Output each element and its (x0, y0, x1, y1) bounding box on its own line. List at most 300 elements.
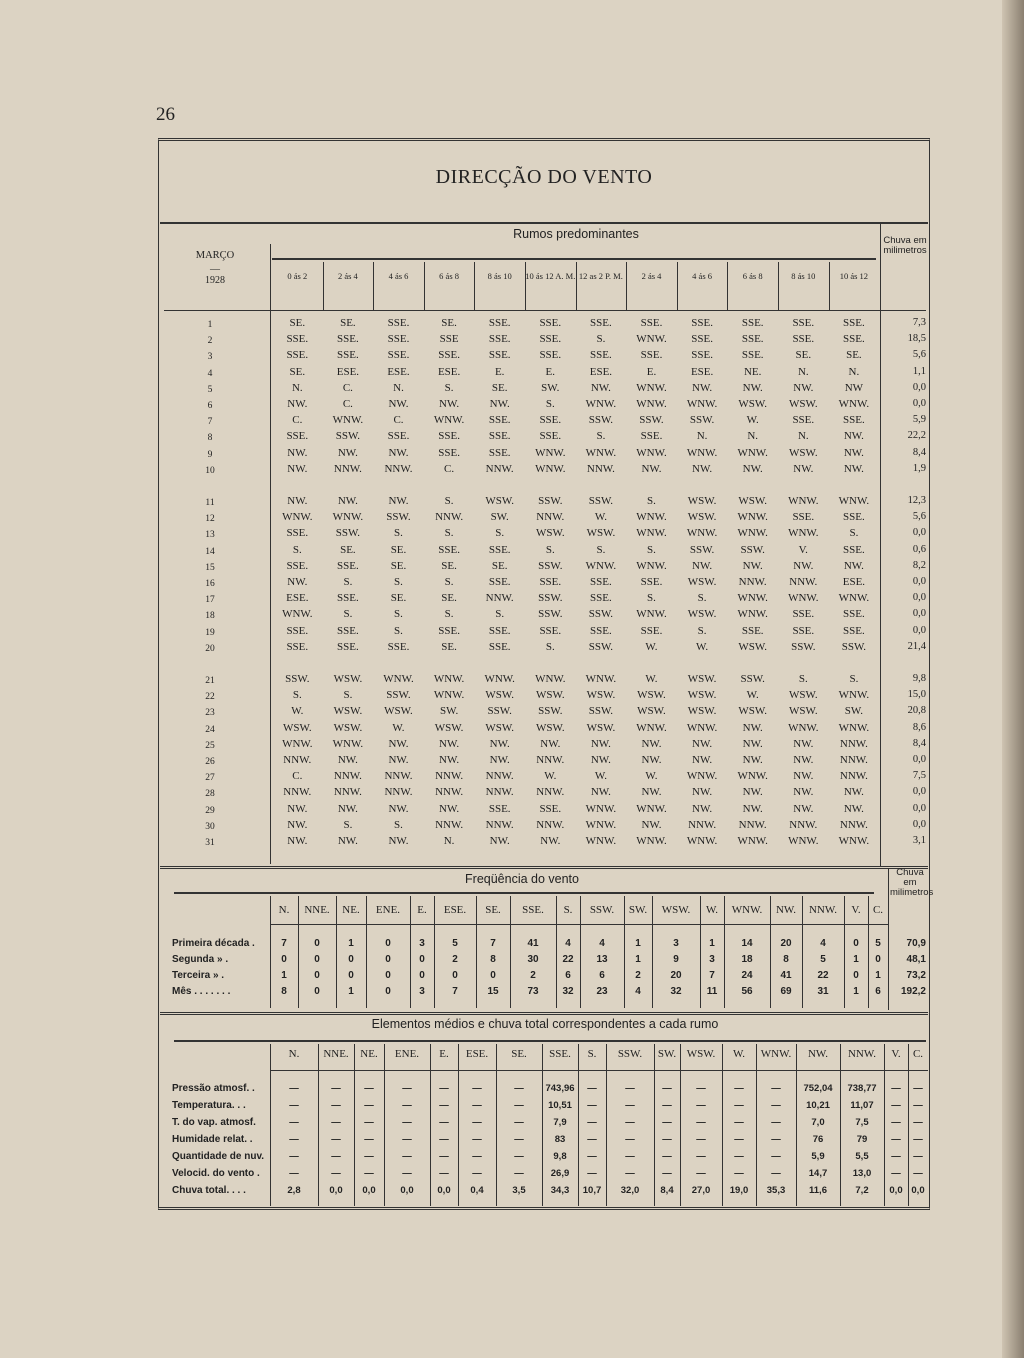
freq-cell: 1 (348, 986, 354, 997)
direction-cell: WNW. (737, 511, 768, 524)
period-header: 0 ás 2 (287, 271, 308, 281)
elem-cell: 11,6 (809, 1185, 827, 1196)
direction-cell: NW. (641, 462, 662, 475)
day-number: 9 (207, 449, 213, 460)
direction-cell: WNW. (433, 673, 465, 685)
direction-cell: SSE. (438, 349, 460, 362)
elem-cell: — (913, 1168, 923, 1179)
direction-cell: W. (746, 414, 759, 427)
direction-cell: WNW. (383, 673, 414, 685)
direction-cell: SE. (441, 592, 457, 605)
direction-cell: NNW. (536, 786, 565, 799)
direction-cell: NNW. (485, 770, 514, 783)
elem-cell: 26,9 (550, 1168, 570, 1179)
direction-cell: SSW. (538, 592, 563, 605)
freq-column-header: ENE. (375, 904, 401, 916)
direction-cell: NW. (590, 754, 611, 766)
direction-cell: W. (645, 770, 658, 783)
direction-cell: SSE. (286, 559, 309, 572)
direction-cell: SE. (289, 317, 306, 329)
direction-cell: SSE. (843, 511, 865, 524)
rain-cell: 9,8 (912, 673, 926, 684)
direction-cell: SSE. (792, 624, 815, 637)
elem-column-header: NW. (807, 1048, 829, 1060)
direction-cell: SE. (846, 349, 862, 362)
direction-cell: SSE. (337, 333, 359, 346)
elem-cell: 752,04 (803, 1083, 833, 1094)
direction-cell: N. (797, 365, 809, 378)
direction-cell: WNW. (686, 835, 718, 847)
direction-cell: SSE. (691, 333, 713, 346)
elem-cell: — (696, 1151, 706, 1162)
direction-cell: NW. (843, 430, 864, 443)
freq-cell: 0 (281, 954, 287, 965)
direction-cell: WNW. (585, 398, 617, 410)
elements-title: Elementos médios e chuva total correspondentes a cada rumo (371, 1017, 719, 1031)
col-rule (829, 262, 830, 310)
direction-cell: NW. (287, 462, 308, 475)
col-rule (474, 262, 475, 310)
day-number: 14 (205, 546, 215, 557)
day-number: 24 (205, 724, 215, 735)
direction-cell: WNW. (433, 689, 465, 702)
period-header: 12 as 2 P. M. (578, 271, 623, 281)
elem-cell: — (289, 1100, 299, 1111)
elem-cell: — (587, 1168, 597, 1179)
freq-cell: 6 (565, 970, 571, 981)
period-header: 4 ás 6 (388, 271, 409, 281)
elem-cell: — (331, 1117, 341, 1128)
direction-cell: NW. (388, 754, 409, 766)
direction-cell: NW. (337, 835, 358, 847)
direction-cell: SW. (439, 705, 459, 718)
direction-cell: NW. (641, 754, 662, 766)
direction-cell: WNW. (585, 673, 617, 685)
freq-cell: 5 (875, 938, 881, 949)
direction-cell: NW (844, 381, 864, 394)
day-number: 4 (207, 368, 213, 379)
direction-cell: SSE. (590, 349, 612, 362)
elem-cell: — (514, 1151, 524, 1162)
direction-cell: SSW. (588, 608, 614, 621)
direction-cell: WSW. (586, 527, 616, 540)
direction-cell: WNW. (788, 495, 819, 507)
direction-cell: NW. (793, 462, 814, 475)
direction-cell: SE. (390, 543, 407, 556)
elem-cell: 11,07 (850, 1100, 874, 1111)
elem-cell: — (587, 1134, 597, 1145)
direction-cell: WNW. (737, 527, 768, 540)
direction-cell: SSE. (792, 511, 815, 524)
elem-cell: — (439, 1117, 449, 1128)
freq-header-rule (270, 924, 888, 925)
direction-cell: SSE. (843, 608, 865, 621)
rain-cell: 20,8 (907, 705, 926, 717)
section-rule-1 (160, 866, 928, 869)
elem-cell: 0,0 (911, 1185, 925, 1196)
day-number: 10 (205, 465, 215, 476)
direction-cell: N. (393, 381, 404, 394)
direction-cell: WSW. (687, 511, 717, 524)
elem-row-label: Chuva total. . . . (172, 1185, 246, 1196)
elem-cell: — (439, 1151, 449, 1162)
direction-cell: NW. (388, 446, 409, 459)
elem-cell: — (696, 1100, 706, 1111)
direction-cell: SSE. (387, 317, 410, 329)
freq-rain-cell: 192,2 (900, 986, 926, 997)
direction-cell: S. (545, 398, 555, 410)
direction-cell: N. (443, 835, 455, 847)
direction-cell: SSE. (387, 349, 410, 362)
elem-cell: — (625, 1168, 635, 1179)
freq-column-header: NE. (342, 904, 360, 916)
section-rule-2 (160, 1012, 928, 1015)
direction-cell: NNW. (485, 818, 514, 831)
direction-cell: WSW. (738, 640, 767, 653)
elem-cell: — (402, 1083, 412, 1094)
direction-cell: W. (696, 640, 709, 653)
group-header: Rumos predominantes (513, 227, 639, 241)
elem-cell: — (587, 1117, 597, 1128)
elem-cell: — (891, 1117, 901, 1128)
direction-cell: NNW. (536, 511, 565, 524)
direction-cell: SSE. (741, 624, 764, 637)
direction-cell: NW. (793, 802, 814, 815)
elem-cell: 83 (554, 1134, 566, 1145)
direction-cell: WSW. (485, 495, 514, 507)
direction-cell: SSW. (538, 495, 563, 507)
direction-cell: WSW. (535, 527, 565, 540)
rain-cell: 18,5 (907, 333, 926, 345)
elem-cell: 8,4 (660, 1185, 674, 1196)
elem-cell: — (625, 1083, 635, 1094)
direction-cell: WSW. (788, 705, 818, 718)
direction-cell: NNW. (839, 818, 868, 831)
direction-cell: NNW. (839, 737, 868, 750)
elem-cell: — (402, 1117, 412, 1128)
freq-cell: 3 (419, 986, 425, 997)
elem-cell: 0,0 (437, 1185, 451, 1196)
freq-cell: 20 (780, 938, 792, 949)
freq-cell: 11 (706, 986, 718, 997)
direction-cell: WNW. (282, 608, 313, 621)
direction-cell: SE. (795, 349, 812, 362)
direction-cell: NNW. (485, 786, 514, 799)
elem-cell: — (625, 1117, 635, 1128)
freq-cell: 73 (527, 986, 539, 997)
direction-cell: NW. (742, 381, 763, 394)
elem-cell: — (662, 1134, 672, 1145)
elem-cell: — (364, 1100, 374, 1111)
elem-row-label: Quantidade de nuv. (172, 1151, 265, 1162)
direction-cell: NNW. (283, 754, 312, 766)
freq-cell: 0 (314, 954, 320, 965)
direction-cell: W. (645, 673, 658, 685)
rain-cell: 8,4 (912, 737, 926, 749)
direction-cell: NW. (692, 381, 713, 394)
direction-cell: SSE. (539, 349, 562, 362)
elem-cell: 7,5 (855, 1117, 869, 1128)
direction-cell: WNW. (636, 835, 667, 847)
elem-cell: — (734, 1083, 744, 1094)
direction-cell: NW. (793, 754, 814, 766)
direction-cell: ESE. (842, 576, 866, 588)
direction-cell: SSE. (488, 802, 511, 815)
freq-cell: 1 (635, 954, 641, 965)
direction-cell: WNW. (838, 689, 870, 702)
freq-cell: 31 (817, 986, 829, 997)
freq-cell: 0 (853, 938, 859, 949)
direction-cell: WNW. (838, 495, 870, 507)
direction-cell: S. (394, 624, 403, 637)
elem-cell: — (514, 1134, 524, 1145)
direction-cell: C. (342, 398, 353, 410)
direction-cell: NW. (540, 835, 561, 847)
freq-cell: 0 (348, 970, 354, 981)
elem-cell: — (514, 1168, 524, 1179)
direction-cell: SSE. (488, 446, 511, 459)
direction-cell: S. (343, 818, 353, 831)
elem-cell: — (472, 1083, 482, 1094)
direction-cell: WNW. (535, 446, 566, 459)
direction-cell: WSW. (586, 689, 616, 702)
elem-column-header: SE. (511, 1048, 527, 1060)
direction-cell: WNW. (788, 721, 819, 734)
direction-cell: NW. (540, 737, 561, 750)
freq-cell: 0 (419, 954, 425, 965)
elem-cell: 7,0 (811, 1117, 825, 1128)
rain-cell: 5,9 (912, 414, 926, 426)
direction-cell: WNW. (636, 381, 667, 394)
direction-cell: SSW. (285, 673, 310, 685)
freq-cell: 1 (348, 938, 354, 949)
group-rule (272, 258, 876, 260)
direction-cell: SSE. (590, 317, 612, 329)
direction-cell: NW. (287, 446, 308, 459)
direction-cell: SSW. (335, 527, 361, 540)
direction-cell: S. (343, 689, 353, 702)
direction-cell: N. (696, 430, 708, 443)
direction-cell: NW. (692, 786, 713, 799)
direction-cell: SSW. (538, 559, 563, 572)
direction-cell: NW. (439, 754, 460, 766)
direction-cell: SSE. (488, 640, 511, 653)
direction-cell: S. (495, 527, 505, 540)
elem-header-rule (270, 1070, 928, 1071)
elem-cell: — (289, 1134, 299, 1145)
freq-cell: 0 (314, 938, 320, 949)
elem-cell: — (891, 1083, 901, 1094)
direction-cell: NNW. (333, 770, 362, 783)
elem-cell: — (289, 1168, 299, 1179)
freq-column-header: ESE. (443, 904, 467, 916)
day-number: 30 (205, 821, 215, 832)
day-number: 28 (205, 789, 215, 800)
direction-cell: SSE. (792, 317, 815, 329)
freq-rain-cell: 48,1 (906, 954, 926, 965)
direction-cell: SSE. (337, 624, 359, 637)
direction-cell: WNW. (686, 527, 718, 540)
direction-cell: WNW. (636, 527, 667, 540)
freq-column-header: N. (278, 904, 290, 916)
day-number: 22 (205, 692, 215, 703)
elem-cell: 0,0 (889, 1185, 903, 1196)
direction-cell: SSE. (691, 317, 713, 329)
day-number: 3 (207, 352, 213, 363)
freq-cell: 1 (875, 970, 881, 981)
rain-cell: 15,0 (907, 689, 926, 701)
elem-cell: — (587, 1100, 597, 1111)
direction-cell: S. (394, 818, 403, 831)
direction-cell: WNW. (585, 802, 617, 815)
direction-cell: SSE. (539, 576, 562, 588)
direction-cell: WSW. (535, 721, 565, 734)
elem-column-header: NNW. (847, 1048, 876, 1060)
direction-cell: WNW. (636, 559, 667, 572)
direction-cell: NW. (287, 818, 308, 831)
direction-cell: NW. (793, 737, 814, 750)
direction-cell: SSE. (488, 349, 511, 362)
direction-cell: SSW. (588, 640, 614, 653)
elem-cell: — (734, 1168, 744, 1179)
rain-cell: 3,1 (912, 835, 926, 846)
col-rule (626, 262, 627, 310)
direction-cell: ESE. (286, 592, 309, 605)
elem-cell: 14,7 (808, 1168, 828, 1179)
day-number: 18 (205, 611, 215, 622)
elem-cell: — (771, 1117, 781, 1128)
elem-group-rule (174, 1040, 926, 1042)
period-header: 10 ás 12 A. M. (525, 271, 576, 281)
freq-column-header: NNE. (304, 904, 330, 916)
period-header: 10 ás 12 (839, 271, 869, 281)
elem-cell: — (891, 1100, 901, 1111)
direction-cell: SSE. (691, 349, 713, 362)
direction-cell: NNW. (333, 786, 362, 799)
rain-cell: 7,3 (912, 317, 926, 328)
direction-cell: NW. (337, 495, 358, 507)
direction-cell: SSW. (639, 414, 664, 427)
direction-cell: WNW. (332, 511, 364, 524)
direction-cell: SW. (490, 511, 509, 524)
freq-column-header: SSW. (589, 904, 615, 916)
day-number: 31 (205, 838, 215, 848)
period-header: 8 ás 10 (487, 271, 512, 281)
rain-cell: 5,6 (912, 511, 926, 523)
freq-cell: 1 (635, 938, 641, 949)
direction-cell: NW. (742, 559, 763, 572)
direction-cell: WNW. (838, 721, 870, 734)
direction-cell: W. (594, 770, 607, 783)
direction-cell: ESE. (437, 365, 461, 378)
freq-cell: 4 (599, 938, 605, 949)
elem-cell: — (364, 1134, 374, 1145)
direction-cell: E. (494, 365, 505, 378)
month-label: MARÇO (195, 250, 235, 261)
direction-cell: WNW. (636, 333, 667, 346)
direction-cell: S. (343, 576, 353, 588)
elem-row-label: T. do vap. atmosf. (172, 1117, 256, 1128)
direction-cell: NNW. (435, 818, 464, 831)
direction-cell: C. (393, 414, 404, 427)
direction-cell: NW. (742, 802, 763, 815)
direction-cell: SSE. (286, 333, 309, 346)
rain-cell: 21,4 (907, 640, 926, 652)
elem-column-header: WSW. (686, 1048, 716, 1060)
direction-cell: WNW. (535, 673, 566, 685)
direction-cell: WSW. (485, 721, 514, 734)
elem-cell: 738,77 (847, 1083, 877, 1094)
freq-column-header: V. (851, 904, 861, 916)
col-rule (270, 244, 271, 864)
freq-column-header: C. (872, 904, 884, 916)
elem-cell: — (514, 1100, 524, 1111)
day-number: 2 (207, 336, 213, 347)
direction-cell: S. (545, 543, 555, 556)
direction-cell: SW. (844, 705, 864, 718)
direction-cell: WNW. (433, 414, 465, 427)
day-number: 27 (205, 773, 215, 784)
direction-cell: NNW. (283, 786, 312, 799)
freq-column-header: SW. (628, 904, 648, 916)
direction-cell: SSE (439, 333, 459, 346)
direction-cell: SSE. (286, 527, 309, 540)
elem-column-header: NNE. (323, 1048, 349, 1060)
freq-cell: 22 (817, 970, 829, 981)
direction-cell: WNW. (636, 511, 667, 524)
freq-cell: 8 (783, 954, 789, 965)
direction-cell: SSE. (590, 576, 612, 588)
direction-cell: E. (545, 365, 556, 378)
direction-cell: NW. (590, 786, 611, 799)
direction-cell: NW. (489, 398, 510, 410)
direction-cell: SE. (441, 640, 457, 653)
direction-cell: SW. (541, 381, 560, 394)
freq-cell: 18 (741, 954, 753, 965)
direction-cell: SSE. (843, 414, 865, 427)
direction-cell: NW. (590, 737, 611, 750)
elem-row-label: Pressão atmosf. . (172, 1083, 255, 1094)
day-number: 15 (205, 562, 215, 573)
col-rule (727, 262, 728, 310)
direction-cell: NNW. (435, 770, 464, 783)
elem-cell: — (587, 1151, 597, 1162)
direction-cell: WSW. (738, 398, 767, 410)
direction-cell: NNW. (789, 818, 818, 831)
direction-cell: WSW. (333, 705, 363, 718)
elem-cell: — (696, 1134, 706, 1145)
freq-cell: 24 (741, 970, 753, 981)
direction-cell: SSE. (539, 430, 562, 443)
direction-cell: NW. (287, 398, 308, 410)
book-spine (1002, 0, 1024, 1358)
direction-cell: SSE. (741, 349, 764, 362)
elem-cell: 13,0 (852, 1168, 872, 1179)
freq-row-label: Primeira década . (172, 938, 255, 949)
freq-column-header: E. (417, 904, 427, 916)
rain-cell: 0,0 (912, 608, 926, 620)
elem-column-header: V. (891, 1048, 901, 1060)
direction-cell: S. (697, 592, 707, 605)
day-number: 19 (205, 627, 215, 638)
freq-cell: 0 (314, 970, 320, 981)
direction-cell: NNW. (789, 576, 818, 588)
day-number: 20 (205, 643, 215, 654)
elem-cell: 0,0 (329, 1185, 343, 1196)
title-rule (160, 222, 928, 224)
day-number: 1 (207, 320, 213, 330)
direction-cell: SSE. (792, 414, 815, 427)
